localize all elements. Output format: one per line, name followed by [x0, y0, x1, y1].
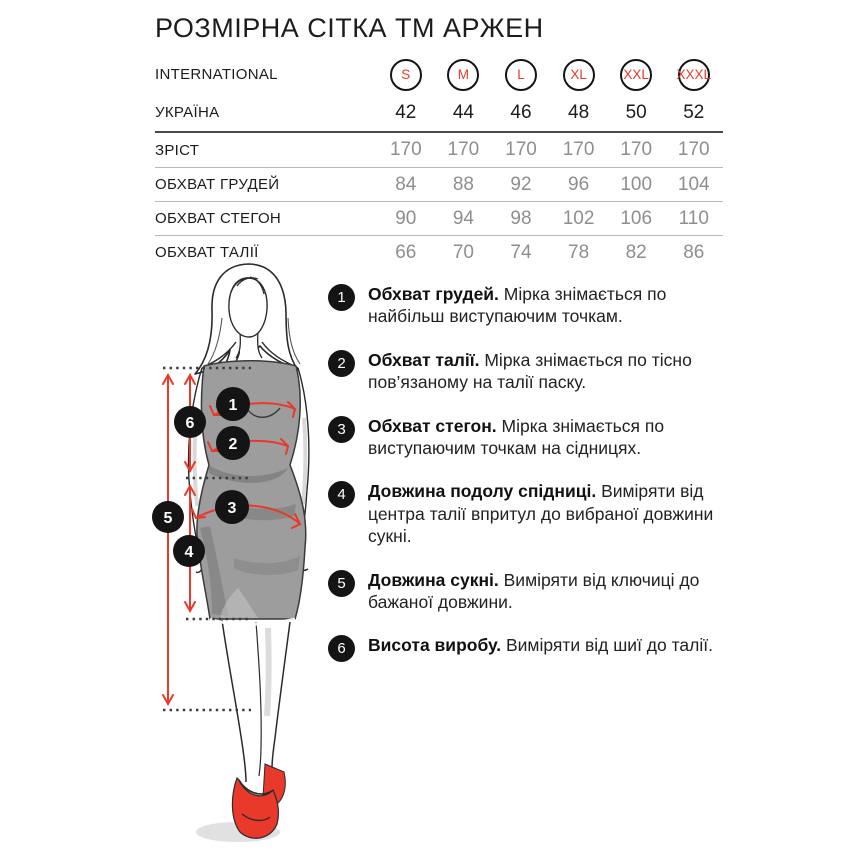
table-cell: 98: [510, 207, 532, 229]
measurement-legend: [328, 283, 730, 683]
table-cell: 90: [395, 207, 417, 229]
legend-number-badge: 1: [328, 284, 355, 311]
table-cell: 46: [510, 101, 532, 123]
measurement-figure: [138, 258, 343, 850]
legend-text: Обхват грудей. Мірка знімається по найбільш виступаючим точкам.: [368, 284, 667, 327]
table-cell: 84: [395, 173, 417, 195]
table-cell: 66: [395, 241, 417, 263]
row-label: ОБХВАТ СТЕГОН: [155, 210, 282, 227]
table-cell: 48: [568, 101, 590, 123]
table-cell: 170: [505, 139, 537, 160]
size-badge: XL: [563, 59, 595, 91]
legend-number-badge: 3: [328, 416, 355, 443]
page-title: РОЗМІРНА СІТКА ТМ АРЖЕН: [155, 13, 544, 43]
row-label: ОБХВАТ ТАЛІЇ: [155, 244, 259, 261]
legend-item-bust: [328, 283, 730, 328]
size-badge: XXXL: [678, 59, 710, 91]
table-cell: 50: [625, 101, 647, 123]
row-label: INTERNATIONAL: [155, 66, 278, 83]
row-label: ОБХВАТ ГРУДЕЙ: [155, 176, 280, 193]
size-badge: XXL: [620, 59, 652, 91]
legend-item-waist: [328, 349, 730, 394]
table-cell: [435, 59, 493, 91]
size-table: [155, 53, 723, 269]
table-cell: 52: [683, 101, 705, 123]
legend-text: Довжина подолу спідниці. Виміряти від центра талії впритул до вибраної довжини сукні.: [368, 481, 714, 547]
size-badge: L: [505, 59, 537, 91]
table-cell: [550, 59, 608, 91]
legend-text: Висота виробу. Виміряти від шиї до талії.: [368, 635, 713, 656]
table-cell: 170: [677, 139, 710, 160]
table-body: [155, 131, 723, 269]
table-cell: 170: [447, 139, 480, 160]
row-label: УКРАЇНА: [155, 104, 220, 121]
svg-text:1: 1: [228, 397, 238, 414]
figure-marker-3: [215, 490, 249, 524]
table-cell: [492, 59, 550, 91]
row-label: ЗРІСТ: [155, 141, 200, 159]
legend-item-hips: [328, 415, 730, 460]
table-row-bust: [155, 167, 723, 201]
figure-marker-6: [174, 406, 206, 438]
table-cell: 104: [677, 173, 710, 195]
table-cell: 74: [510, 241, 532, 263]
legend-item-skirt-length: [328, 480, 730, 547]
table-cell: 88: [452, 173, 474, 195]
size-badge: S: [390, 59, 422, 91]
legend-text: Обхват стегон. Мірка знімається по виступаючим точкам на сідницях.: [368, 415, 665, 458]
table-cell: [607, 59, 665, 91]
table-cell: 110: [678, 207, 709, 229]
table-cell: 42: [395, 101, 417, 123]
table-cell: 170: [389, 139, 422, 160]
table-cell: 100: [620, 173, 653, 195]
table-cell: 44: [452, 101, 474, 123]
table-row-international: [155, 53, 723, 96]
legend-number-badge: 2: [328, 350, 355, 377]
figure-marker-1: [216, 387, 250, 421]
svg-text:6: 6: [185, 415, 195, 432]
table-cell: 70: [452, 241, 474, 263]
figure-marker-2: [216, 426, 250, 460]
legend-item-bodice-height: [328, 634, 730, 662]
svg-text:3: 3: [227, 500, 237, 517]
legend-item-dress-length: [328, 569, 730, 614]
size-badge: M: [447, 59, 479, 91]
svg-text:2: 2: [228, 436, 238, 453]
table-row-hips: [155, 201, 723, 235]
table-cell: 78: [568, 241, 590, 263]
figure-marker-4: [173, 535, 205, 567]
svg-text:4: 4: [184, 544, 194, 561]
figure-marker-5: [152, 501, 184, 533]
legend-number-badge: 6: [328, 635, 355, 662]
table-cell: [665, 59, 723, 91]
table-cell: 94: [452, 207, 474, 229]
legend-number-badge: 5: [328, 570, 355, 597]
table-cell: 82: [625, 241, 647, 263]
legend-text: Довжина сукні. Виміряти від ключиці до бажаної довжини.: [368, 569, 700, 612]
woman-sketch-illustration: [138, 258, 343, 850]
table-cell: 96: [568, 173, 590, 195]
table-cell: [377, 59, 435, 91]
svg-text:5: 5: [163, 510, 173, 527]
table-cell: 170: [620, 139, 653, 160]
legend-text: Обхват талії. Мірка знімається по тісно пов’язаному на талії паску.: [368, 349, 692, 393]
table-cell: 106: [620, 207, 653, 229]
table-cell: 92: [510, 173, 532, 195]
legend-number-badge: 4: [328, 481, 355, 508]
table-row-ukraine: [155, 96, 723, 129]
table-cell: 170: [562, 139, 595, 160]
table-row-height: [155, 133, 723, 167]
table-cell: 86: [683, 241, 705, 263]
table-cell: 102: [562, 207, 595, 229]
